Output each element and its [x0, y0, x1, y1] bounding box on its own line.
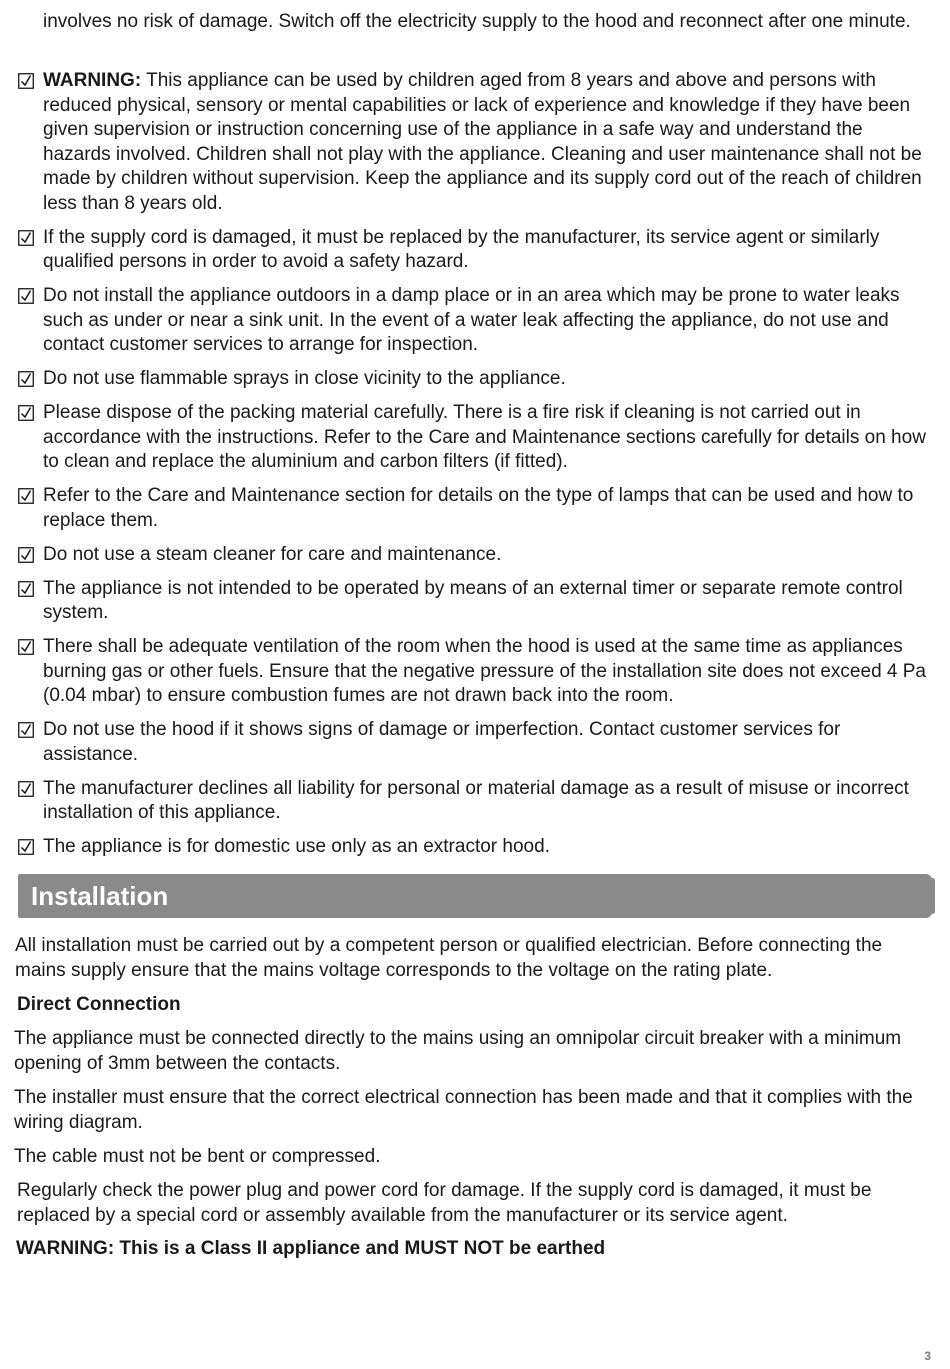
checklist-item-text: Refer to the Care and Maintenance section for details on the type of lamps that can be used and how to replace them. — [43, 485, 914, 531]
checkbox-icon — [18, 581, 34, 597]
checkbox-icon — [18, 488, 34, 504]
checklist-item — [18, 635, 933, 709]
checklist-item-text: Please dispose of the packing material carefully. There is a fire risk if cleaning is not carried out in accordance with the instructions. Refer to the Care and Maintenance sections carefully for details on how to clean and replace the aluminium and carbon filters (if fitted). — [43, 402, 926, 472]
section-heading: Installation — [31, 881, 169, 911]
checklist-item-text: If the supply cord is damaged, it must be replaced by the manufacturer, its service agent or similarly qualified persons in order to avoid a safety hazard. — [43, 226, 880, 272]
checklist-item — [18, 284, 933, 358]
checklist-item — [18, 69, 933, 216]
checklist-item-text: Do not install the appliance outdoors in a damp place or in an area which may be prone to water leaks such as under or near a sink unit. In the event of a water leak affecting the appliance, do not use and contact customer services to arrange for inspection. — [43, 285, 900, 355]
checkbox-icon — [18, 371, 34, 387]
checkbox-icon — [18, 405, 34, 421]
checklist-item — [18, 835, 933, 860]
safety-checklist — [18, 69, 933, 869]
checklist-item — [18, 367, 933, 392]
checklist-item-text: Do not use the hood if it shows signs of damage or imperfection. Contact customer services for assistance. — [43, 719, 841, 765]
paragraph: Regularly check the power plug and power cord for damage. If the supply cord is damaged, it must be replaced by a special cord or assembly available from the manufacturer or its service agent. — [17, 1180, 872, 1226]
checklist-item-text: Do not use a steam cleaner for care and maintenance. — [43, 543, 502, 565]
warning-label: WARNING: — [43, 70, 142, 91]
class-ii-warning: WARNING: This is a Class II appliance and MUST NOT be earthed — [16, 1238, 606, 1259]
installation-section-banner — [18, 874, 932, 918]
installation-intro: All installation must be carried out by a competent person or qualified electrician. Before connecting the mains supply ensure that the mains voltage corresponds to the voltage on the rating plate. — [15, 935, 883, 981]
direct-connection-subheading: Direct Connection — [17, 994, 181, 1015]
paragraph: The installer must ensure that the correct electrical connection has been made and that it complies with the wiring diagram. — [14, 1087, 913, 1133]
checklist-item — [18, 484, 933, 533]
checkbox-icon — [18, 547, 34, 563]
checkbox-icon — [18, 230, 34, 246]
checklist-item-text: Do not use flammable sprays in close vicinity to the appliance. — [43, 368, 566, 389]
checklist-item — [18, 543, 933, 568]
checklist-item — [18, 777, 933, 826]
checklist-item — [18, 401, 933, 475]
checkbox-icon — [18, 722, 34, 738]
checkbox-icon — [18, 781, 34, 797]
page-number: 3 — [924, 1349, 931, 1363]
checklist-item-text: There shall be adequate ventilation of the room when the hood is used at the same time as appliances burning gas or other fuels. Ensure that the negative pressure of the installation site does not exceed 4 Pa (0.04 mbar) to ensure combustion fumes are not drawn back into the room. — [43, 636, 926, 706]
checklist-item — [18, 226, 933, 275]
checklist-item-text: This appliance can be used by children aged from 8 years and above and persons with reduced physical, sensory or mental capabilities or lack of experience and knowledge if they have been given supervision or instruction concerning use of the appliance in a safe way and understand the hazards involved. Children shall not play with the appliance. Cleaning and user maintenance shall not be made by children without supervision. Keep the appliance and its supply cord out of the reach of children less than 8 years old. — [43, 70, 922, 214]
checkbox-icon — [18, 639, 34, 655]
checklist-item-text: The manufacturer declines all liability for personal or material damage as a result of misuse or incorrect installation of this appliance. — [43, 777, 909, 823]
checklist-item — [18, 577, 933, 626]
paragraph: The appliance must be connected directly to the mains using an omnipolar circuit breaker with a minimum opening of 3mm between the contacts. — [14, 1028, 902, 1074]
checkbox-icon — [18, 73, 34, 89]
checklist-item — [18, 718, 933, 767]
checkbox-icon — [18, 288, 34, 304]
checkbox-icon — [18, 839, 34, 855]
continued-paragraph: involves no risk of damage. Switch off the electricity supply to the hood and reconnect after one minute. — [43, 11, 911, 32]
checklist-item-text: The appliance is not intended to be operated by means of an external timer or separate remote control system. — [43, 577, 903, 623]
checklist-item-text: The appliance is for domestic use only as an extractor hood. — [43, 836, 550, 857]
paragraph: The cable must not be bent or compressed. — [14, 1146, 381, 1167]
